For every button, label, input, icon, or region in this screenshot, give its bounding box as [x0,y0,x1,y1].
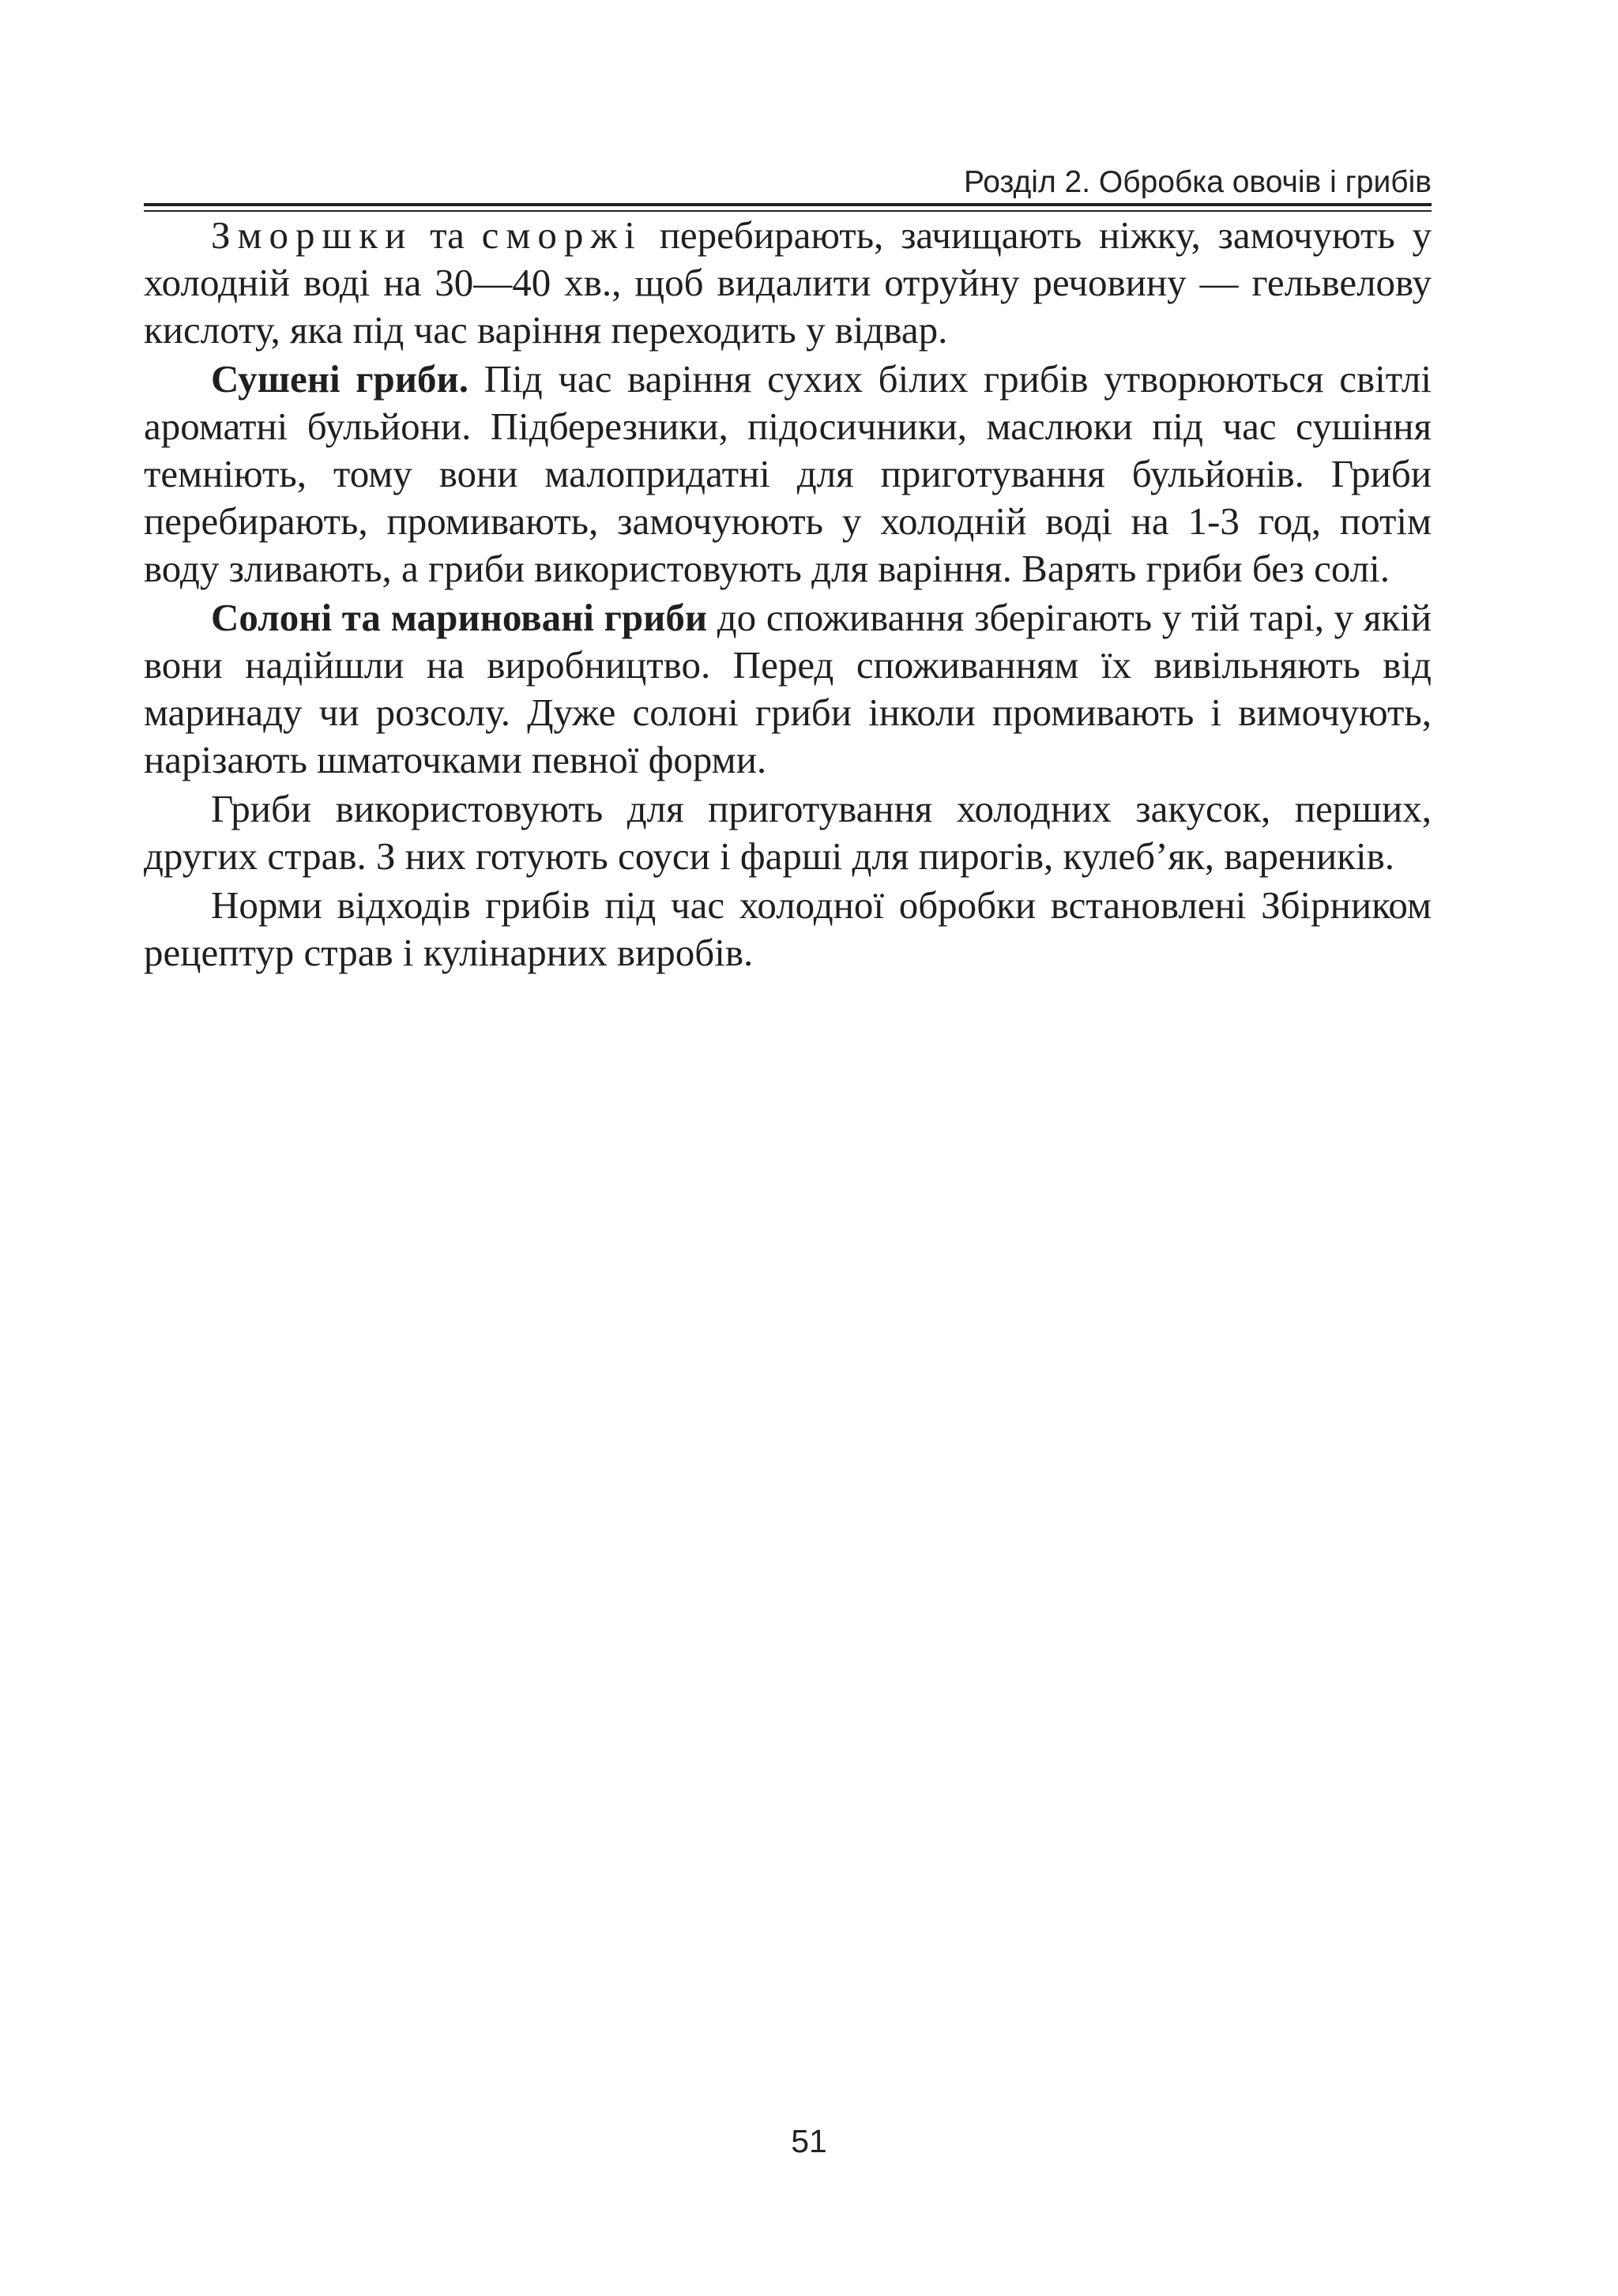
paragraph-dried-mushrooms [144,356,1432,593]
paragraph-usage [144,785,1432,880]
term-smorzhi: сморжі [481,213,642,257]
body-text [144,212,1432,978]
paragraph-text: Гриби використовують для приготування холодних закусок, перших, других страв. З них готують соуси і фарші для пирогів, кулеб’як, вареників. [144,787,1432,878]
paragraph-text: Норми відходів грибів під час холодної обробки встановлені Збірником рецептур страв і кулінарних виробів. [144,883,1432,974]
paragraph-lead: Солоні та мариновані гриби [211,596,708,639]
paragraph-morels [144,212,1432,354]
page-number: 51 [791,2123,827,2159]
paragraph-text: Під час варіння сухих білих грибів утворюються світлі ароматні бульйони. Підберезники, підосичники, маслюки під час сушіння темніють, тому вони малопридатні для приготування бульйонів. Гриби перебирають, промивають, замочуюють у холодній воді на 1-3 год, потім воду зливають, а гриби використовують для варіння. Варять гриби без солі. [144,357,1432,590]
paragraph-text: до споживання зберігають у тій тарі, у якій вони надійшли на виробництво. Перед споживанням їх вивільняють від маринаду чи розсолу. Дуже солоні гриби інколи промивають і вимочують, нарізають шматочками певної форми. [144,596,1432,781]
header-rule-thick [144,203,1432,206]
running-header: Розділ 2. Обробка овочів і грибів [963,165,1432,199]
term-zmorshky: Зморшки [211,213,413,257]
paragraph-waste-norms [144,882,1432,977]
term-connector: та [412,213,482,257]
paragraph-text: перебирають, зачищають ніжку, замочують у холодній воді на 30—40 хв., щоб видалити отруйну речовину — гельвелову кислоту, яка під час варіння переходить у відвар. [144,213,1432,352]
paragraph-lead: Сушені гриби. [211,357,469,401]
paragraph-salted-mushrooms [144,594,1432,784]
